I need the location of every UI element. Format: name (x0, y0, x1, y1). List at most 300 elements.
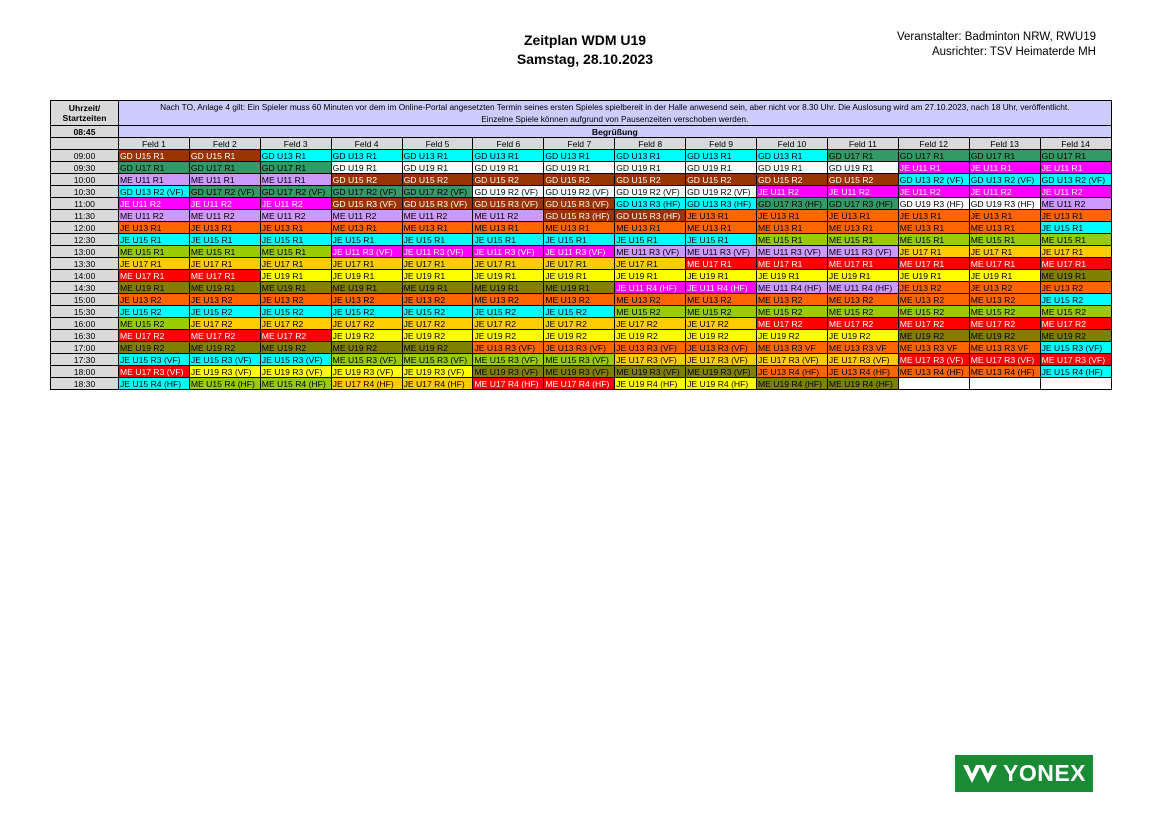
field-header-7: Feld 7 (544, 138, 615, 150)
time-cell: 15:00 (51, 294, 119, 306)
match-cell: ME U19 R1 (119, 282, 190, 294)
match-cell: JE U13 R1 (119, 222, 190, 234)
title-line-2: Samstag, 28.10.2023 (516, 51, 654, 67)
match-cell: GD U15 R1 (119, 150, 190, 162)
match-cell: GD U17 R2 (VF) (189, 186, 260, 198)
field-header-5: Feld 5 (402, 138, 473, 150)
field-header-1: Feld 1 (119, 138, 190, 150)
match-cell: JE U19 R1 (827, 270, 898, 282)
match-cell: JE U15 R2 (331, 306, 402, 318)
match-cell: JE U17 R2 (615, 318, 686, 330)
match-cell: JE U17 R2 (189, 318, 260, 330)
match-cell: GD U15 R3 (VF) (331, 198, 402, 210)
match-cell: GD U15 R2 (686, 174, 757, 186)
time-cell: 13:30 (51, 258, 119, 270)
match-cell: ME U11 R4 (HF) (757, 282, 828, 294)
table-row (51, 198, 1112, 210)
table-row (51, 306, 1112, 318)
match-cell: JE U19 R1 (331, 270, 402, 282)
field-header-3: Feld 3 (260, 138, 331, 150)
match-cell: ME U15 R2 (615, 306, 686, 318)
match-cell: JE U15 R4 (HF) (1040, 366, 1111, 378)
match-cell: JE U17 R2 (544, 318, 615, 330)
match-cell: GD U15 R2 (544, 174, 615, 186)
match-cell: JE U19 R3 (VF) (331, 366, 402, 378)
match-cell: ME U13 R2 (827, 294, 898, 306)
match-cell: JE U11 R1 (1040, 162, 1111, 174)
field-header-13: Feld 13 (969, 138, 1040, 150)
match-cell: ME U13 R2 (473, 294, 544, 306)
field-header-blank (51, 138, 119, 150)
match-cell: JE U15 R2 (402, 306, 473, 318)
match-cell: JE U19 R1 (898, 270, 969, 282)
match-cell: GD U17 R2 (VF) (402, 186, 473, 198)
match-cell: ME U17 R3 (VF) (969, 354, 1040, 366)
greeting-label: Begrüßung (119, 126, 1112, 138)
match-cell: JE U19 R3 (VF) (189, 366, 260, 378)
match-cell: ME U19 R3 (VF) (544, 366, 615, 378)
match-cell: JE U17 R1 (189, 258, 260, 270)
match-cell: JE U15 R2 (119, 306, 190, 318)
table-row (51, 246, 1112, 258)
match-cell: GD U19 R2 (VF) (544, 186, 615, 198)
match-cell: ME U15 R3 (VF) (331, 354, 402, 366)
match-cell: ME U19 R3 (VF) (615, 366, 686, 378)
table-row (51, 186, 1112, 198)
match-cell: GD U13 R2 (VF) (1040, 174, 1111, 186)
match-cell: GD U19 R2 (VF) (686, 186, 757, 198)
match-cell: GD U13 R2 (VF) (969, 174, 1040, 186)
table-row (51, 294, 1112, 306)
match-cell: JE U17 R3 (VF) (615, 354, 686, 366)
match-cell: GD U17 R1 (969, 150, 1040, 162)
match-cell: ME U17 R1 (827, 258, 898, 270)
match-cell: JE U19 R1 (686, 270, 757, 282)
table-row (51, 318, 1112, 330)
match-cell: JE U11 R3 (VF) (331, 246, 402, 258)
match-cell: JE U17 R3 (VF) (757, 354, 828, 366)
match-cell: JE U11 R3 (VF) (473, 246, 544, 258)
match-cell: ME U19 R2 (189, 342, 260, 354)
match-cell: ME U19 R1 (402, 282, 473, 294)
match-cell: JE U11 R4 (HF) (686, 282, 757, 294)
match-cell: ME U17 R1 (757, 258, 828, 270)
match-cell: JE U11 R2 (1040, 186, 1111, 198)
match-cell: ME U11 R1 (119, 174, 190, 186)
match-cell: JE U13 R1 (827, 210, 898, 222)
match-cell: GD U15 R3 (HF) (615, 210, 686, 222)
match-cell: JE U13 R1 (686, 210, 757, 222)
match-cell: JE U19 R4 (HF) (615, 378, 686, 390)
time-cell: 17:30 (51, 354, 119, 366)
match-cell: GD U19 R1 (686, 162, 757, 174)
match-cell: JE U13 R2 (260, 294, 331, 306)
organizer-info (897, 30, 1096, 60)
match-cell: ME U19 R3 (VF) (473, 366, 544, 378)
match-cell: JE U19 R1 (260, 270, 331, 282)
match-cell: ME U11 R3 (VF) (615, 246, 686, 258)
match-cell (898, 378, 969, 390)
match-cell: GD U19 R3 (HF) (969, 198, 1040, 210)
match-cell (969, 378, 1040, 390)
match-cell: ME U11 R1 (189, 174, 260, 186)
organizer-line-1: Veranstalter: Badminton NRW, RWU19 (897, 31, 1096, 43)
time-cell: 10:30 (51, 186, 119, 198)
yonex-logo (955, 755, 1093, 792)
match-cell: ME U17 R2 (1040, 318, 1111, 330)
match-cell: JE U19 R2 (331, 330, 402, 342)
match-cell: JE U13 R1 (1040, 210, 1111, 222)
match-cell: JE U17 R2 (686, 318, 757, 330)
match-cell: ME U17 R1 (898, 258, 969, 270)
match-cell: JE U17 R3 (VF) (827, 354, 898, 366)
match-cell: GD U19 R1 (331, 162, 402, 174)
match-cell: ME U19 R1 (189, 282, 260, 294)
match-cell: ME U11 R2 (1040, 198, 1111, 210)
match-cell: ME U15 R3 (VF) (544, 354, 615, 366)
match-cell: JE U19 R3 (VF) (402, 366, 473, 378)
match-cell: ME U13 R4 (HF) (969, 366, 1040, 378)
match-cell: GD U15 R3 (VF) (473, 198, 544, 210)
match-cell: JE U13 R2 (969, 282, 1040, 294)
match-cell: JE U19 R1 (402, 270, 473, 282)
match-cell: GD U13 R2 (VF) (898, 174, 969, 186)
match-cell: JE U17 R1 (473, 258, 544, 270)
match-cell: JE U19 R1 (615, 270, 686, 282)
page-title (440, 31, 730, 69)
match-cell: ME U19 R1 (473, 282, 544, 294)
match-cell: ME U17 R2 (119, 330, 190, 342)
time-column-header (51, 101, 119, 126)
match-cell: ME U15 R1 (260, 246, 331, 258)
match-cell: ME U13 R2 (898, 294, 969, 306)
match-cell: JE U17 R1 (969, 246, 1040, 258)
match-cell: JE U13 R1 (898, 210, 969, 222)
rules-note-line-1: Nach TO, Anlage 4 gilt: Ein Spieler muss 60 Minuten vor dem im Online-Portal angesetzten Termin seines ersten Spieles spielbereit in der Halle anwesend sein, aber nicht vor 8.30 Uhr. Die Auslosung wird am 27.10.2023, nach 18 Uhr, veröffentlicht. (160, 102, 1070, 112)
table-row (51, 330, 1112, 342)
match-cell: JE U15 R1 (686, 234, 757, 246)
match-cell: GD U13 R1 (615, 150, 686, 162)
table-row (51, 150, 1112, 162)
match-cell: JE U17 R3 (VF) (686, 354, 757, 366)
time-cell: 11:00 (51, 198, 119, 210)
match-cell: JE U19 R4 (HF) (686, 378, 757, 390)
match-cell: ME U19 R3 (VF) (686, 366, 757, 378)
match-cell: ME U17 R2 (260, 330, 331, 342)
field-header-4: Feld 4 (331, 138, 402, 150)
schedule-table (50, 100, 1112, 390)
match-cell: ME U11 R1 (260, 174, 331, 186)
match-cell: ME U19 R4 (HF) (757, 378, 828, 390)
time-cell: 11:30 (51, 210, 119, 222)
match-cell: JE U11 R2 (827, 186, 898, 198)
match-cell: ME U17 R2 (898, 318, 969, 330)
match-cell: JE U19 R1 (473, 270, 544, 282)
match-cell: JE U13 R4 (HF) (757, 366, 828, 378)
match-cell: JE U13 R2 (331, 294, 402, 306)
table-row (51, 162, 1112, 174)
match-cell: JE U15 R3 (VF) (119, 354, 190, 366)
match-cell: ME U11 R3 (VF) (686, 246, 757, 258)
table-row (51, 342, 1112, 354)
match-cell: JE U11 R2 (969, 186, 1040, 198)
match-cell: ME U17 R4 (HF) (544, 378, 615, 390)
match-cell: ME U17 R2 (757, 318, 828, 330)
table-row (51, 366, 1112, 378)
match-cell: JE U11 R4 (HF) (615, 282, 686, 294)
match-cell: ME U19 R1 (544, 282, 615, 294)
match-cell: JE U17 R2 (260, 318, 331, 330)
title-line-1: Zeitplan WDM U19 (523, 32, 647, 48)
match-cell: JE U11 R2 (757, 186, 828, 198)
match-cell: JE U15 R2 (189, 306, 260, 318)
match-cell: ME U15 R1 (898, 234, 969, 246)
match-cell: JE U17 R1 (1040, 246, 1111, 258)
match-cell: GD U13 R1 (331, 150, 402, 162)
match-cell (1040, 378, 1111, 390)
field-header-12: Feld 12 (898, 138, 969, 150)
match-cell: ME U17 R1 (969, 258, 1040, 270)
table-row (51, 234, 1112, 246)
match-cell: ME U19 R2 (402, 342, 473, 354)
match-cell: JE U19 R2 (827, 330, 898, 342)
match-cell: GD U19 R1 (827, 162, 898, 174)
match-cell: ME U11 R2 (402, 210, 473, 222)
match-cell: ME U15 R2 (757, 306, 828, 318)
match-cell: JE U17 R2 (331, 318, 402, 330)
match-cell: JE U13 R3 (VF) (473, 342, 544, 354)
match-cell: JE U19 R2 (473, 330, 544, 342)
match-cell: JE U17 R1 (119, 258, 190, 270)
match-cell: JE U13 R1 (189, 222, 260, 234)
match-cell: JE U15 R2 (544, 306, 615, 318)
match-cell: ME U11 R2 (331, 210, 402, 222)
match-cell: GD U13 R1 (686, 150, 757, 162)
match-cell: JE U19 R2 (615, 330, 686, 342)
match-cell: JE U11 R2 (260, 198, 331, 210)
match-cell: ME U13 R2 (757, 294, 828, 306)
match-cell: ME U11 R2 (119, 210, 190, 222)
match-cell: JE U13 R2 (119, 294, 190, 306)
match-cell: ME U17 R1 (1040, 258, 1111, 270)
match-cell: GD U13 R1 (544, 150, 615, 162)
match-cell: JE U15 R1 (189, 234, 260, 246)
match-cell: ME U13 R1 (686, 222, 757, 234)
rules-note-line-2: Einzelne Spiele können aufgrund von Pausenzeiten verschoben werden. (481, 114, 749, 124)
match-cell: JE U19 R3 (VF) (260, 366, 331, 378)
time-cell: 14:30 (51, 282, 119, 294)
match-cell: ME U15 R2 (1040, 306, 1111, 318)
match-cell: JE U17 R4 (HF) (402, 378, 473, 390)
time-cell: 18:30 (51, 378, 119, 390)
organizer-line-2: Ausrichter: TSV Heimaterde MH (931, 46, 1096, 58)
match-cell: ME U15 R4 (HF) (189, 378, 260, 390)
match-cell: JE U13 R4 (HF) (827, 366, 898, 378)
match-cell: JE U19 R2 (544, 330, 615, 342)
match-cell: GD U19 R2 (VF) (473, 186, 544, 198)
match-cell: JE U11 R3 (VF) (402, 246, 473, 258)
match-cell: JE U11 R2 (119, 198, 190, 210)
match-cell: JE U13 R3 (VF) (686, 342, 757, 354)
match-cell: ME U15 R2 (686, 306, 757, 318)
match-cell: JE U15 R3 (VF) (260, 354, 331, 366)
match-cell: ME U11 R3 (VF) (827, 246, 898, 258)
match-cell: JE U17 R1 (898, 246, 969, 258)
table-row (51, 222, 1112, 234)
match-cell: JE U15 R1 (260, 234, 331, 246)
match-cell: GD U17 R3 (HF) (757, 198, 828, 210)
match-cell: ME U11 R2 (189, 210, 260, 222)
yonex-emblem-icon (962, 763, 998, 785)
match-cell: JE U11 R3 (VF) (544, 246, 615, 258)
match-cell: ME U13 R1 (615, 222, 686, 234)
time-header-line-1: Uhrzeit/ (68, 103, 101, 113)
match-cell: ME U19 R2 (898, 330, 969, 342)
match-cell: JE U13 R2 (898, 282, 969, 294)
match-cell: JE U15 R1 (473, 234, 544, 246)
match-cell: JE U19 R1 (757, 270, 828, 282)
match-cell: JE U19 R2 (686, 330, 757, 342)
match-cell: GD U15 R1 (189, 150, 260, 162)
match-cell: GD U17 R1 (189, 162, 260, 174)
match-cell: JE U15 R1 (119, 234, 190, 246)
match-cell: ME U19 R2 (1040, 330, 1111, 342)
match-cell: ME U11 R3 (VF) (757, 246, 828, 258)
match-cell: JE U15 R2 (473, 306, 544, 318)
match-cell: JE U11 R1 (898, 162, 969, 174)
match-cell: ME U17 R1 (686, 258, 757, 270)
match-cell: ME U15 R2 (827, 306, 898, 318)
match-cell: GD U15 R3 (VF) (544, 198, 615, 210)
field-header-6: Feld 6 (473, 138, 544, 150)
match-cell: GD U13 R1 (260, 150, 331, 162)
match-cell: ME U15 R3 (VF) (402, 354, 473, 366)
match-cell: JE U13 R2 (189, 294, 260, 306)
match-cell: ME U13 R3 VF (827, 342, 898, 354)
match-cell: GD U15 R2 (402, 174, 473, 186)
match-cell: JE U13 R3 (VF) (615, 342, 686, 354)
match-cell: GD U15 R2 (827, 174, 898, 186)
match-cell: GD U15 R2 (473, 174, 544, 186)
match-cell: ME U13 R3 VF (969, 342, 1040, 354)
match-cell: JE U15 R4 (HF) (119, 378, 190, 390)
match-cell: ME U13 R2 (686, 294, 757, 306)
match-cell: ME U13 R1 (827, 222, 898, 234)
match-cell: ME U13 R1 (898, 222, 969, 234)
match-cell: JE U17 R1 (615, 258, 686, 270)
match-cell: JE U15 R2 (260, 306, 331, 318)
match-cell: ME U17 R3 (VF) (1040, 354, 1111, 366)
match-cell: GD U13 R3 (HF) (686, 198, 757, 210)
time-cell: 09:00 (51, 150, 119, 162)
match-cell: GD U15 R2 (615, 174, 686, 186)
match-cell: JE U15 R1 (1040, 222, 1111, 234)
field-header-2: Feld 2 (189, 138, 260, 150)
match-cell: ME U17 R4 (HF) (473, 378, 544, 390)
match-cell: JE U15 R1 (402, 234, 473, 246)
match-cell: GD U13 R2 (VF) (119, 186, 190, 198)
match-cell: JE U17 R1 (331, 258, 402, 270)
match-cell: GD U19 R1 (757, 162, 828, 174)
match-cell: GD U17 R3 (HF) (827, 198, 898, 210)
match-cell: ME U13 R2 (615, 294, 686, 306)
match-cell: JE U13 R3 (VF) (544, 342, 615, 354)
time-cell: 13:00 (51, 246, 119, 258)
match-cell: ME U17 R3 (VF) (119, 366, 190, 378)
match-cell: ME U15 R1 (119, 246, 190, 258)
match-cell: ME U15 R4 (HF) (260, 378, 331, 390)
match-cell: ME U13 R1 (544, 222, 615, 234)
match-cell: GD U17 R2 (VF) (260, 186, 331, 198)
match-cell: ME U15 R2 (969, 306, 1040, 318)
greeting-row (51, 126, 1112, 138)
field-header-10: Feld 10 (757, 138, 828, 150)
match-cell: ME U19 R1 (331, 282, 402, 294)
match-cell: ME U19 R1 (1040, 270, 1111, 282)
match-cell: ME U19 R2 (260, 342, 331, 354)
match-cell: JE U15 R3 (VF) (189, 354, 260, 366)
match-cell: JE U19 R1 (544, 270, 615, 282)
match-cell: JE U13 R1 (260, 222, 331, 234)
match-cell: ME U13 R3 VF (898, 342, 969, 354)
match-cell: GD U13 R1 (473, 150, 544, 162)
match-cell: ME U19 R2 (969, 330, 1040, 342)
match-cell: GD U13 R1 (757, 150, 828, 162)
match-cell: GD U15 R2 (331, 174, 402, 186)
field-header-11: Feld 11 (827, 138, 898, 150)
table-row (51, 174, 1112, 186)
match-cell: GD U19 R1 (615, 162, 686, 174)
match-cell: ME U13 R2 (544, 294, 615, 306)
match-cell: ME U17 R1 (119, 270, 190, 282)
time-cell: 17:00 (51, 342, 119, 354)
table-row (51, 270, 1112, 282)
match-cell: GD U19 R1 (544, 162, 615, 174)
match-cell: JE U13 R1 (757, 210, 828, 222)
match-cell: JE U17 R2 (473, 318, 544, 330)
time-cell: 12:30 (51, 234, 119, 246)
match-cell: ME U13 R2 (969, 294, 1040, 306)
logo-wordmark: YONEX (1002, 760, 1087, 786)
table-row (51, 210, 1112, 222)
time-cell: 18:00 (51, 366, 119, 378)
match-cell: ME U15 R1 (827, 234, 898, 246)
match-cell: ME U15 R1 (757, 234, 828, 246)
field-header-row (51, 138, 1112, 150)
match-cell: JE U17 R1 (544, 258, 615, 270)
match-cell: GD U13 R1 (402, 150, 473, 162)
match-cell: JE U11 R2 (898, 186, 969, 198)
match-cell: ME U13 R1 (402, 222, 473, 234)
match-cell: ME U13 R1 (331, 222, 402, 234)
match-cell: ME U17 R3 (VF) (898, 354, 969, 366)
match-cell: ME U11 R4 (HF) (827, 282, 898, 294)
match-cell: ME U11 R2 (260, 210, 331, 222)
match-cell: ME U15 R2 (898, 306, 969, 318)
table-row (51, 258, 1112, 270)
table-row (51, 282, 1112, 294)
match-cell: JE U17 R1 (260, 258, 331, 270)
match-cell: JE U13 R1 (969, 210, 1040, 222)
time-cell: 16:30 (51, 330, 119, 342)
match-cell: JE U17 R1 (402, 258, 473, 270)
match-cell: ME U13 R1 (473, 222, 544, 234)
match-cell: ME U15 R1 (1040, 234, 1111, 246)
match-cell: JE U15 R3 (VF) (1040, 342, 1111, 354)
match-cell: JE U17 R2 (402, 318, 473, 330)
field-header-8: Feld 8 (615, 138, 686, 150)
match-cell: ME U17 R2 (827, 318, 898, 330)
